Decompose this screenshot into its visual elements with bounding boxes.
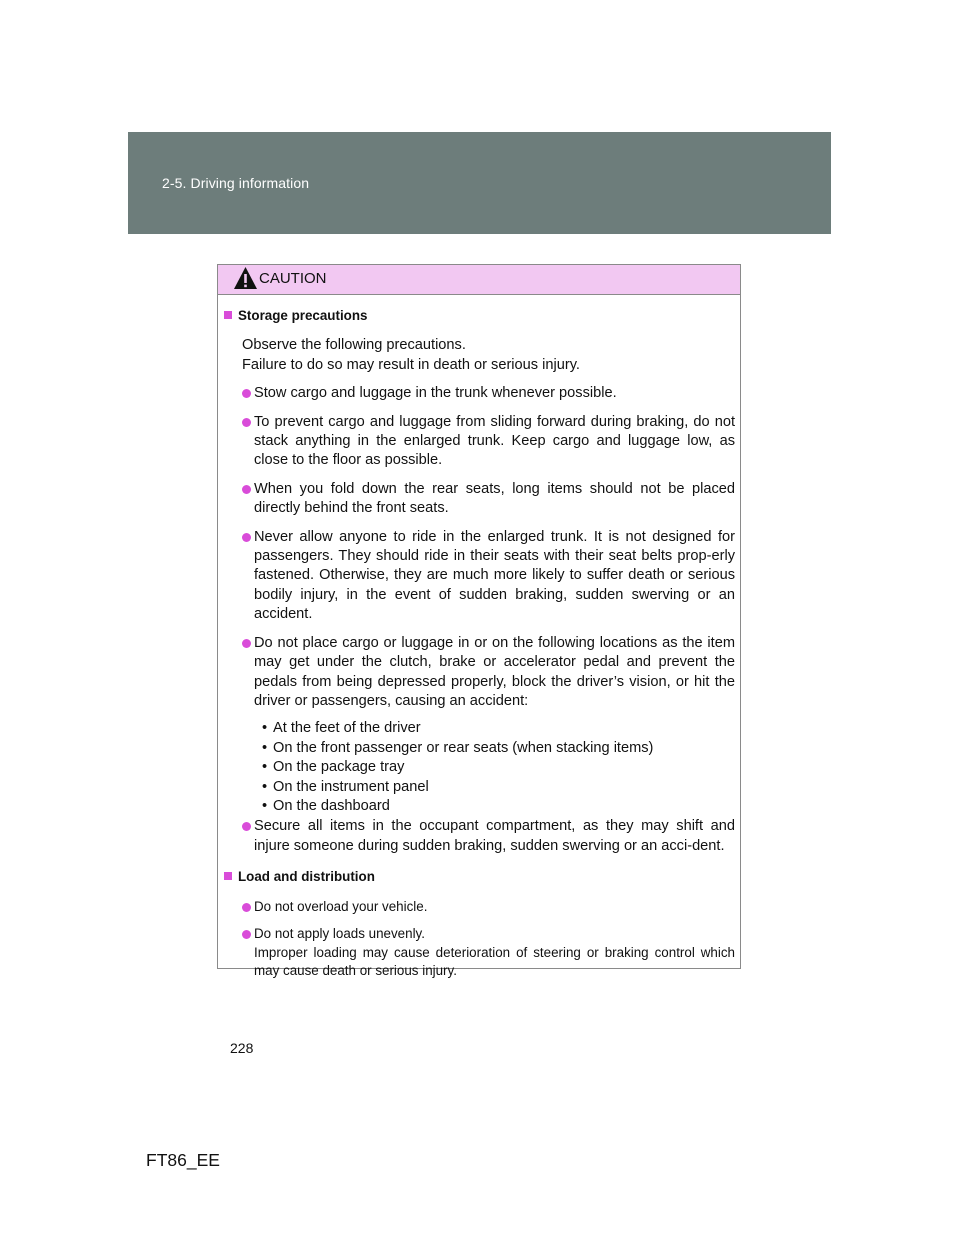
intro-line: Failure to do so may result in death or serious injury. [242, 356, 580, 373]
section-heading-load: Load and distribution [224, 867, 735, 886]
list-item: When you fold down the rear seats, long items should not be placed directly behind the front seats. [224, 480, 735, 519]
list-item: Never allow anyone to ride in the enlarged trunk. It is not designed for passengers. They should ride in their seats with their seat belts prop-erly fastened. Otherwise, they are much more likely to suffer death or serious bodily injury, in the event of sudden braking, sudden swerving or an accident. [224, 528, 735, 625]
list-item: To prevent cargo and luggage from sliding forward during braking, do not stack anything in the enlarged trunk. Keep cargo and luggage low, as close to the floor as possible. [224, 413, 735, 471]
list-item: Secure all items in the occupant compartment, as they may shift and injure someone during sudden braking, sudden swerving or an acci-dent. [224, 817, 735, 856]
warning-triangle-icon [233, 266, 258, 290]
section-title: 2-5. Driving information [162, 175, 310, 191]
caution-box [217, 264, 741, 979]
location-item: • On the package tray [262, 758, 735, 777]
list-item: Do not place cargo or luggage in or on the following locations as the item may get under the clutch, brake or accelerator pedal and prevent the pedals from being depressed properly, block the driver’s vision, or hit the driver or passengers, causing an accident: [224, 634, 735, 712]
caution-body [218, 295, 740, 979]
location-item: • At the feet of the driver [262, 719, 735, 738]
intro-line: Observe the following precautions. [242, 337, 466, 354]
section-heading-storage: Storage precautions [224, 306, 735, 325]
location-item: • On the instrument panel [262, 778, 735, 797]
page-number: 228 [230, 1040, 254, 1056]
footer-code: FT86_EE [146, 1150, 220, 1170]
header-band [128, 132, 831, 234]
location-item: • On the front passenger or rear seats (when stacking items) [262, 739, 735, 758]
caution-header [218, 265, 740, 295]
list-item-text: Do not apply loads unevenly. [254, 926, 425, 942]
list-item-note: Improper loading may cause deterioration of steering or braking control which may cause death or serious injury. [254, 944, 735, 979]
intro-text [224, 336, 735, 375]
location-item: • On the dashboard [262, 797, 735, 816]
caution-title: CAUTION [259, 270, 327, 287]
list-item: Stow cargo and luggage in the trunk whenever possible. [224, 384, 735, 403]
list-item [224, 925, 735, 981]
locations-list [224, 719, 735, 816]
list-item: Do not overload your vehicle. [224, 898, 735, 917]
